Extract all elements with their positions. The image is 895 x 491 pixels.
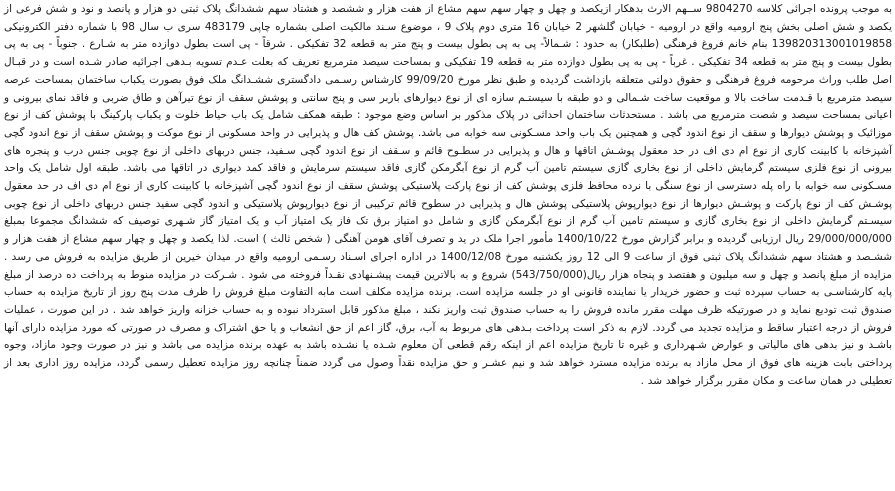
auction-notice-body: به موجب پرونده اجرائی کلاسه 9804270 ســهم الارث بدهکار ازیکصد و چهل و چهار سهم سهم مشاع از هفت هزار و ششصد و هشتاد سهم ششدانگ پلاک ثبتی دو هزار و پانصد و نود و شش فرعی از یکصد و شش اصلی بخش پنج ارومیه واقع در ارومیه - خیابان گلشهر 2 خیابان 16 متری دوم پلاک 9 ، موضوع سـند مالکیت اصلی بشماره چاپی 483179 سری ب سال 98 با شماره دفتر الکترونیکی 139820313001019858 بنام خانم فروغ فرهنگی (طلبکار) به حدود : شـمالاً- پی به پی بطول بیست و پنج متر به قطعه 32 تفکیکی . شرقاً - پی است بطول دوازده متر به شـارع . جنوباً - پی به پی بطول بیست و پنج متر به قطعه 34 تفکیکی . غرباً - پی به پی بطول دوازده متر به قطعه 19 تفکیکی و بمساحت سیصد مترمربع تعریف که بعلت عـدم تسویه بـدهی اجرائیه صادر شـده است و در قبـال اصل طلب وراث مرحومه فروغ فرهنگی و حقوق دولتی متعلقه بازداشت گردیده و طبق نظر مورخ 99/09/20 کارشناس رسـمی دادگستری ششـدانگ ملک فوق بصورت یکباب ساختمان بمساحت عرصه سیصد مترمربع با قـدمت ساخت بالا و موقعیت ساخت شـمالی و دو طبقه با سیستـم سازه ای از نوع دیوارهای باربر سی و پنج سانتی و پوشش سقف از نوع تیرآهن و طاق ضربی و فاقد نمای بیرونی و اعیانی بمساحت سیصد و شصت مترمربع می باشد . مستحدثات ساختمان احداثی در پلاک مذکور بر اساس وضع موجود : طبقه همکف شامل یک باب حیاط خلوت و یکباب پارکینگ با پوشش کف از نوع موزائیک و پوشش دیوارها و سقف از نوع اندود گچی و همچنین یک باب واحد مسـکونی سه خوابه می باشد. پوشش کف هال و پذیرایی در واحد مسکونی از نوع موکت و پوشش سقف از نوع اندود گچی آشپزخانه با کابینت کاری از نوع ام دی اف در حد معقول پوشـش اتاقها و هال و پذیرایی در سطـوح قائم و سـقف از نوع اندود گچی سـفید، جنس دربهای داخلی از نوع چوبی جنس درب و پنجره های بیرونی از نوع فلزی سیستم گرمایش داخلی از نوع بخاری گازی سیستم تامین آب گرم از نوع آبگرمکن گازی فاقد سیستم سرمایش و فاقد کمد دیواری در اتاقها می باشد. طبقه اول شامل یک واحد مسـکونی سه خوابه با راه پله دسترسی از نوع سنگی با نرده محافظ فلزی پوشش کف از نوع پارکت پلاستیکی پوشش سقف از نوع اندود گچی آشپزخانه با کابینت کاری از نوع ام دی اف در حد معقول پوشـش کف از نوع پارکت و پوشـش دیوارها از نوع دیوارپوش پلاستیکی پوشش هال و پذیرایی در سطوح قائم ترکیبی از نوع دیوارپوش پلاستیکی و اندود گچی سفید جنس دربهای داخلی از نوع چوبی سیسـتم گرمایش داخلی از نوع بخاری گازی و سیستم تامین آب گرم از نوع آبگرمکن گازی و شامل دو امتیاز برق تک فاز یک امتیاز آب و یک امتیاز گاز شـهری توصیف که ششدانگ مجموعا بمبلغ 29/000/000/000 ریال ارزیابی گردیده و برابر گزارش مورخ 1400/10/22 مأمور اجرا ملک در ید و تصرف آقای هومن آهنگی ( شخص ثالث ) است. لذا یکصد و چهل و چهار سهم مشاع از هفت هزار و ششـصد و هشتاد سهم ششدانگ پلاک ثبتی فوق از ساعت 9 الی 12 روز یکشنبه مورخ 1400/12/08 در اداره اجرای اسـناد رسـمی ارومیه واقع در میدان خیرین از طریق مزایده به فروش می رسد . مزایده از مبلغ پانصد و چهل و سه میلیون و هفتصد و پنجاه هزار ریال(543/750/000) شروع و به بالاترین قیمت پیشـنهادی نقـداً فروخته می شود . شـرکت در مزایده منوط به پرداخت ده درصد از مبلغ پایه کارشناسـی به حساب سپرده ثبت و حضور خریدار یا نماینده قانونی او در جلسه مزایده است. برنده مزایده مکلف است مابه التفاوت مبلغ فروش را ظرف مدت پنج روز از تاریخ مزایده به حساب صندوق ثبت تودیع نماید و در صورتیکه ظرف مهلت مقرر مانده فروش را به حساب صندوق ثبت واریز نکند ، مبلغ مذکور قابل استرداد نبوده و به حساب خزانه واریز خواهد شد . در این صورت ، عملیات فروش از درجه اعتبار ساقط و مزایده تجدید می گردد. لازم به ذکر است پرداخت بـدهی های مربوط به آب، برق، گاز اعم از حق انشعاب و یا حق اشتراک و مصرف در صورتی که مورد مزایده دارای آنها باشـد و نیز بدهی های مالیاتی و عوارض شـهرداری و غیره تا تاریخ مزایده اعم از اینکه رقم قطعی آن معلوم شـده یا نشـده باشد به عهده برنده مزایده می باشد و نیز در صورت وجود مازاد، وجوه پرداختی بابت هزینه های فوق از محل مازاد به برنده مزایده مسترد خواهد شد و نیم عشـر و حق مزایده نقداً وصول می گردد ضمناً چنانچه روز مزایده تعطیل رسمی گردد، مزایده روز اداری بعد از تعطیلی در همان ساعت و مکان مقرر برگزار خواهد شد . [4,3,893,387]
